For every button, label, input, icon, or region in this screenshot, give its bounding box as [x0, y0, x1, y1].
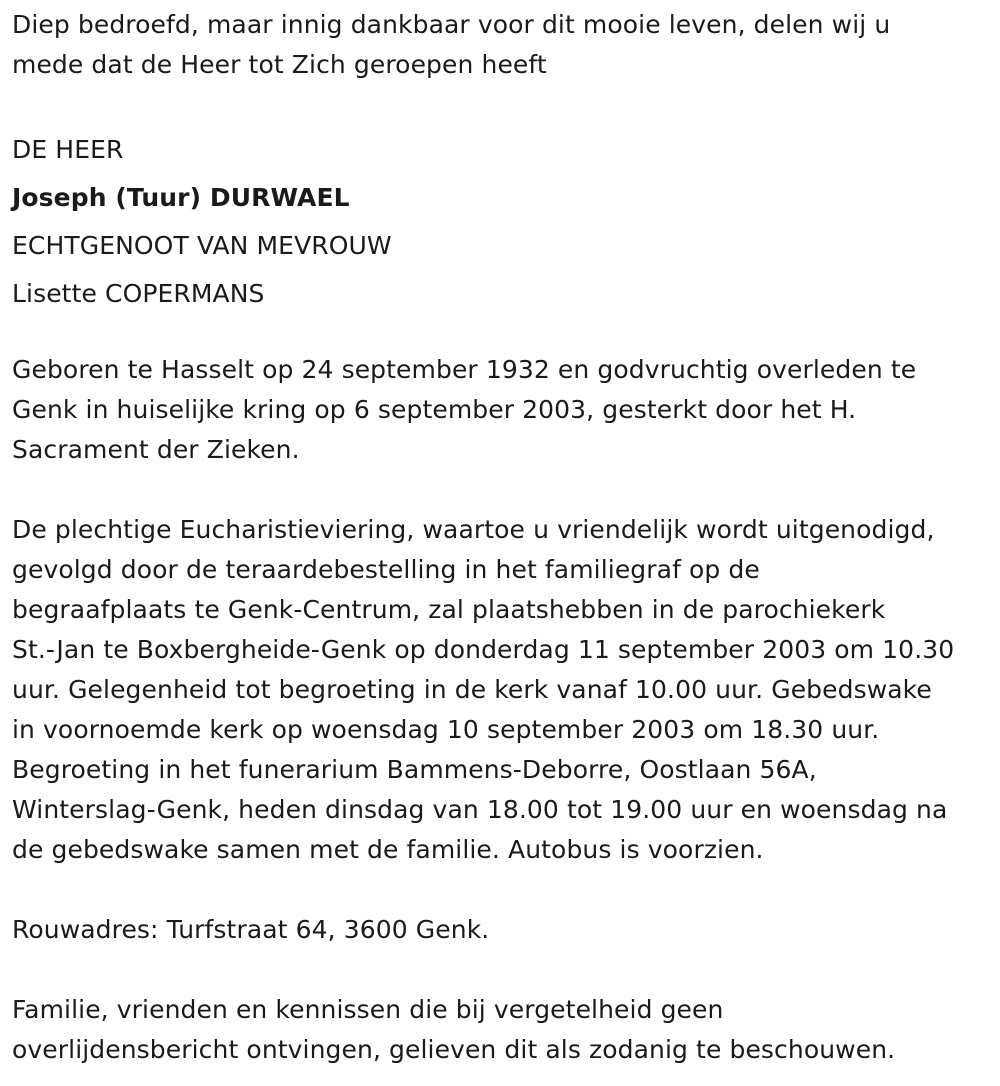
birth-death-line: Genk in huiselijke kring op 6 september 2003, gesterkt door het H.	[12, 395, 857, 424]
service-paragraph	[12, 510, 954, 870]
spouse-name: Lisette COPERMANS	[12, 279, 265, 308]
service-line: de gebedswake samen met de familie. Autobus is voorzien.	[12, 835, 764, 864]
service-line: begraafplaats te Genk-Centrum, zal plaatshebben in de parochiekerk	[12, 595, 886, 624]
service-line: De plechtige Eucharistieviering, waartoe u vriendelijk wordt uitgenodigd,	[12, 515, 935, 544]
intro-line: mede dat de Heer tot Zich geroepen heeft	[12, 50, 547, 79]
service-line: Begroeting in het funerarium Bammens-Deborre, Oostlaan 56A,	[12, 755, 817, 784]
birth-death-paragraph	[12, 350, 916, 470]
honorific: DE HEER	[12, 135, 124, 164]
closing-paragraph	[12, 990, 895, 1070]
intro-line: Diep bedroefd, maar innig dankbaar voor dit mooie leven, delen wij u	[12, 10, 891, 39]
closing-line: Familie, vrienden en kennissen die bij vergetelheid geen	[12, 995, 724, 1024]
birth-death-line: Sacrament der Zieken.	[12, 435, 300, 464]
service-line: uur. Gelegenheid tot begroeting in de kerk vanaf 10.00 uur. Gebedswake	[12, 675, 932, 704]
service-line: in voornoemde kerk op woensdag 10 september 2003 om 18.30 uur.	[12, 715, 880, 744]
deceased-name: Joseph (Tuur) DURWAEL	[12, 183, 350, 212]
service-line: St.-Jan te Boxbergheide-Genk op donderdag 11 september 2003 om 10.30	[12, 635, 955, 664]
birth-death-line: Geboren te Hasselt op 24 september 1932 en godvruchtig overleden te	[12, 355, 917, 384]
relation-label: ECHTGENOOT VAN MEVROUW	[12, 231, 392, 260]
service-line: Winterslag-Genk, heden dinsdag van 18.00 tot 19.00 uur en woensdag na	[12, 795, 948, 824]
deceased-block	[12, 126, 392, 318]
address-line: Rouwadres: Turfstraat 64, 3600 Genk.	[12, 915, 490, 944]
intro-paragraph	[12, 5, 890, 85]
closing-line: overlijdensbericht ontvingen, gelieven dit als zodanig te beschouwen.	[12, 1035, 896, 1064]
service-line: gevolgd door de teraardebestelling in het familiegraf op de	[12, 555, 760, 584]
mourning-address	[12, 910, 489, 950]
